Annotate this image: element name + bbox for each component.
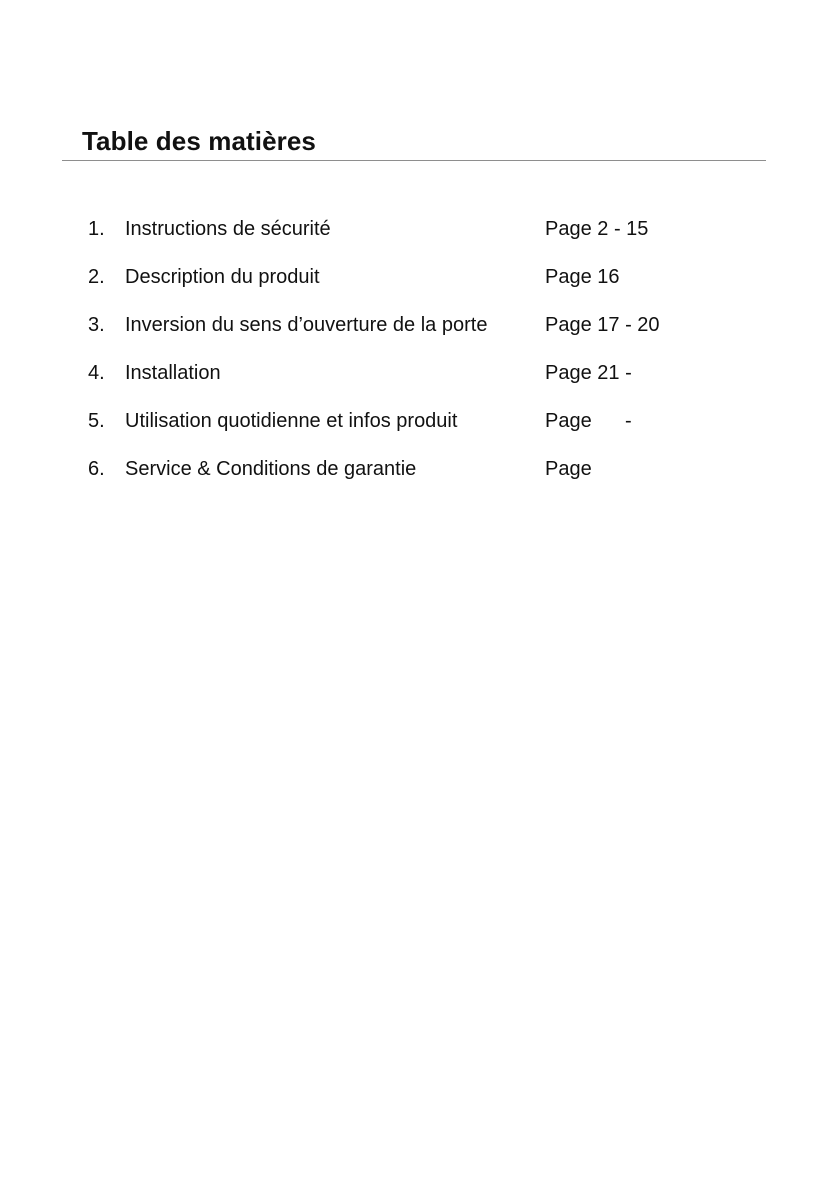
toc-entry-label: Installation [125, 362, 221, 384]
title-divider [62, 160, 766, 161]
toc-entry-number: 4. [88, 362, 105, 384]
toc-entry-service-warranty [88, 450, 708, 498]
toc-entry-label: Instructions de sécurité [125, 218, 331, 240]
toc-entry-page: Page - [545, 410, 632, 432]
toc-entry-label: Inversion du sens d’ouverture de la porte [125, 314, 488, 336]
toc-entry-label: Description du produit [125, 266, 320, 288]
toc-entry-label: Utilisation quotidienne et infos produit [125, 410, 458, 432]
toc-entry-door-reversal [88, 306, 708, 354]
toc-entry-number: 3. [88, 314, 105, 336]
toc-entry-page: Page 16 [545, 266, 620, 288]
toc-entry-page: Page 17 - 20 [545, 314, 660, 336]
toc-entry-number: 6. [88, 458, 105, 480]
table-of-contents [88, 210, 708, 498]
toc-entry-installation [88, 354, 708, 402]
toc-entry-number: 2. [88, 266, 105, 288]
toc-entry-page: Page [545, 458, 592, 480]
toc-entry-product-description [88, 258, 708, 306]
toc-entry-page: Page 2 - 15 [545, 218, 649, 240]
toc-entry-label: Service & Conditions de garantie [125, 458, 417, 480]
page-title: Table des matières [82, 126, 316, 156]
toc-entry-number: 1. [88, 218, 105, 240]
toc-entry-page: Page 21 - [545, 362, 632, 384]
toc-entry-safety [88, 210, 708, 258]
toc-entry-number: 5. [88, 410, 105, 432]
toc-entry-daily-use [88, 402, 708, 450]
